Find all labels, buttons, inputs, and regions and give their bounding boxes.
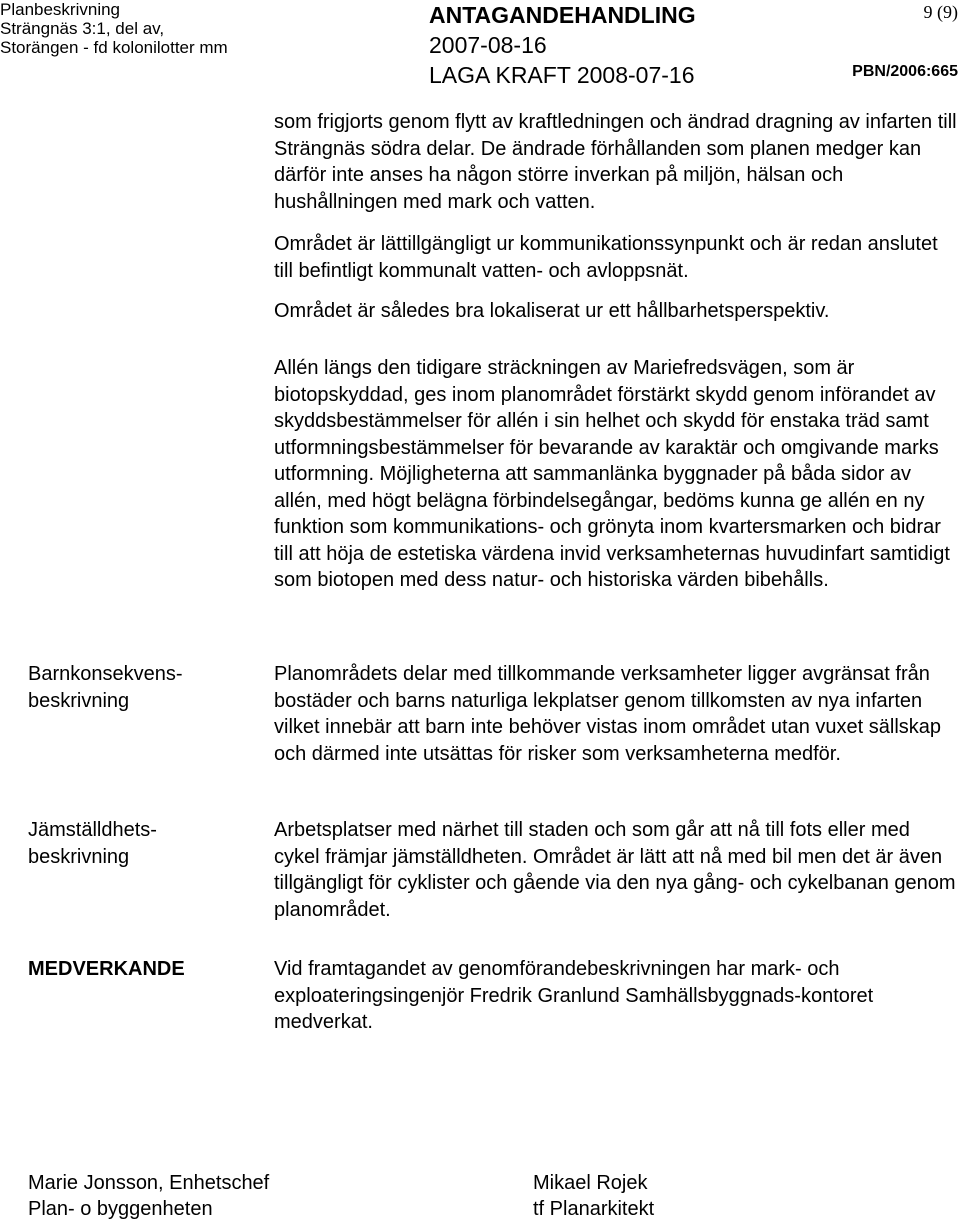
side-heading-child-impact: Barnkonsekvens- beskrivning — [28, 663, 183, 712]
side-heading-equality: Jämställdhets- beskrivning — [28, 819, 157, 868]
paragraph-contributors: Vid framtagandet av genomförandebeskrivningen har mark- och exploateringsingenjör Fredrik Granlund Samhällsbyggnads-kontoret medverkat. — [274, 958, 874, 1033]
signature-left — [28, 1170, 269, 1222]
signature-right-name: Mikael Rojek — [533, 1172, 648, 1194]
header-area: Storängen - fd kolonilotter mm — [0, 38, 228, 57]
header-document-info — [0, 0, 228, 57]
signature-right-unit: tf Planarkitekt — [533, 1198, 655, 1220]
paragraph-sustainability: Området är således bra lokaliserat ur ett hållbarhetsperspektiv. — [274, 300, 830, 322]
paragraph-accessibility: Området är lättillgängligt ur kommunikationssynpunkt och är redan anslutet till befintligt kommunalt vatten- och avloppsnät. — [274, 233, 938, 282]
signature-right — [533, 1170, 654, 1222]
paragraph-children: Planområdets delar med tillkommande verksamheter ligger avgränsat från bostäder och barns naturliga lekplatser genom tillkomsten av nya infarten vilket innebär att barn inte behöver vistas inom området utan vuxet sällskap och därmed inte utsättas för risker som verksamheterna medför. — [274, 663, 942, 765]
header-property: Strängnäs 3:1, del av, — [0, 19, 165, 38]
signature-left-unit: Plan- o byggenheten — [28, 1198, 213, 1220]
header-date: 2007-08-16 — [429, 32, 547, 58]
page-number: 9 (9) — [923, 2, 958, 22]
header-title: ANTAGANDEHANDLING — [429, 2, 696, 28]
paragraph-equality: Arbetsplatser med närhet till staden och som går att nå till fots eller med cykel främjar jämställdheten. Området är lätt att nå med bil men det är även tillgängligt för cyklister och gående via den nya gång- och cykelbanan genom planområdet. — [274, 819, 956, 921]
paragraph-environment: som frigjorts genom flytt av kraftledningen och ändrad dragning av infarten till Strängnäs södra delar. De ändrade förhållanden som planen medger kan därför inte anses ha någon större inverkan på miljön, hälsan och hushållningen med mark och vatten. — [274, 111, 957, 213]
reference-number: PBN/2006:665 — [852, 63, 958, 80]
header-document-type: Planbeskrivning — [0, 0, 121, 19]
header-status-block — [429, 0, 696, 90]
header-in-force: LAGA KRAFT 2008-07-16 — [429, 62, 695, 88]
signature-left-name: Marie Jonsson, Enhetschef — [28, 1172, 270, 1194]
paragraph-avenue: Allén längs den tidigare sträckningen av Mariefredsvägen, som är biotopskyddad, ges inom planområdet förstärkt skydd genom införandet av skyddsbestämmelser för allén i sin helhet och skydd för enstaka träd samt utformningsbestämmelser för bevarande av karaktär och omgivande marks utformning. Möjligheterna att sammanlänka byggnader på båda sidor av allén, med högt belägna förbindelsegångar, bedöms kunna ge allén en ny funktion som kommunikations- och grönyta inom kvartersmarken och bidrar till att höja de estetiska värdena invid verksamheternas huvudinfart samtidigt som biotopen med dess natur- och historiska värden bibehålls. — [274, 357, 950, 591]
side-heading-contributors: MEDVERKANDE — [28, 958, 185, 980]
